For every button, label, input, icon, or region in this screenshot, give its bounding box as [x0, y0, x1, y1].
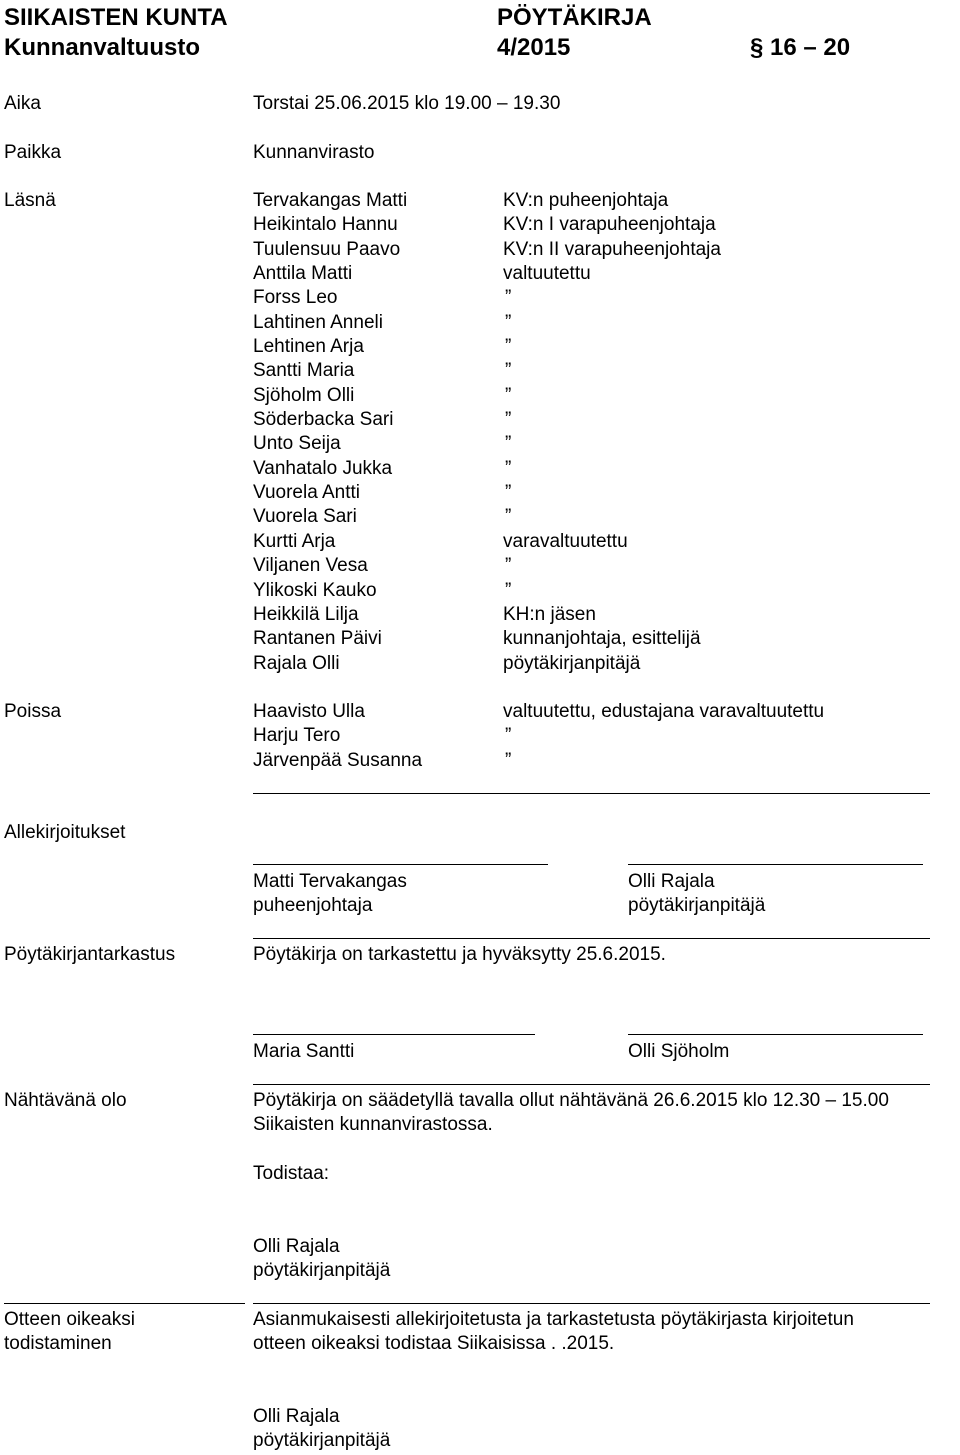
chair-title: puheenjohtaja: [253, 895, 373, 916]
present-member-name: Viljanen Vesa: [253, 555, 368, 577]
present-member-name: Forss Leo: [253, 287, 338, 309]
place-value: Kunnanvirasto: [253, 142, 375, 163]
section-divider: [253, 938, 930, 939]
review-label: Pöytäkirjantarkastus: [4, 944, 176, 965]
present-member-role: pöytäkirjanpitäjä: [503, 652, 641, 674]
display-line-1: Pöytäkirja on säädetyllä tavalla ollut nähtävänä 26.6.2015 klo 12.30 – 15.00: [253, 1090, 889, 1111]
section-divider: [253, 1084, 930, 1085]
copy-label-line-2: todistaminen: [4, 1333, 112, 1354]
present-member-role: ”: [505, 579, 512, 601]
present-member-name: Sjöholm Olli: [253, 384, 355, 406]
organization-name: SIIKAISTEN KUNTA: [4, 4, 228, 31]
present-member-role: ”: [505, 384, 512, 406]
governing-body: Kunnanvaltuusto: [4, 34, 200, 61]
present-member-role: KV:n II varapuheenjohtaja: [503, 238, 721, 260]
present-member-role: ”: [505, 482, 512, 504]
time-label: Aika: [4, 93, 41, 114]
signature-line-chair: [253, 864, 548, 865]
signature-line-reviewer-2: [628, 1034, 923, 1035]
reviewer-1-name: Maria Santti: [253, 1041, 355, 1062]
copy-text-line-2: otteen oikeaksi todistaa Siikaisissa . .2015.: [253, 1333, 615, 1354]
section-divider: [253, 793, 930, 794]
present-member-role: KV:n puheenjohtaja: [503, 190, 669, 211]
present-member-name: Ylikoski Kauko: [253, 579, 377, 601]
copy-signer-name: Olli Rajala: [253, 1406, 340, 1427]
present-member-role: ”: [505, 555, 512, 577]
present-member-name: Anttila Matti: [253, 263, 353, 285]
present-member-name: Vuorela Sari: [253, 506, 357, 528]
present-member-name: Rantanen Päivi: [253, 628, 382, 650]
signature-line-reviewer-1: [253, 1034, 535, 1035]
secretary-name: Olli Rajala: [628, 871, 715, 892]
present-member-name: Santti Maria: [253, 360, 355, 382]
present-member-role: ”: [505, 360, 512, 382]
present-member-name: Heikkilä Lilja: [253, 603, 359, 625]
time-value: Torstai 25.06.2015 klo 19.00 – 19.30: [253, 93, 561, 114]
reviewer-2-name: Olli Sjöholm: [628, 1041, 730, 1062]
absent-member-name: Harju Tero: [253, 725, 341, 747]
present-member-role: KV:n I varapuheenjohtaja: [503, 214, 716, 236]
section-divider: [253, 1303, 930, 1304]
place-label: Paikka: [4, 142, 62, 163]
review-text: Pöytäkirja on tarkastettu ja hyväksytty 25.6.2015.: [253, 944, 666, 965]
present-member-role: ”: [505, 311, 512, 333]
chair-name: Matti Tervakangas: [253, 871, 407, 892]
certify-label: Todistaa:: [253, 1163, 330, 1184]
signatures-label: Allekirjoitukset: [4, 822, 126, 843]
present-member-name: Rajala Olli: [253, 652, 340, 674]
present-member-role: ”: [505, 506, 512, 528]
signature-line-secretary: [628, 864, 923, 865]
absent-member-name: Järvenpää Susanna: [253, 749, 423, 771]
present-member-role: ”: [505, 336, 512, 358]
display-signer-name: Olli Rajala: [253, 1236, 340, 1257]
present-member-name: Söderbacka Sari: [253, 409, 394, 431]
present-member-role: kunnanjohtaja, esittelijä: [503, 628, 701, 650]
copy-signer-title: pöytäkirjanpitäjä: [253, 1430, 391, 1451]
present-member-name: Tuulensuu Paavo: [253, 238, 401, 260]
present-member-name: Kurtti Arja: [253, 530, 336, 552]
absent-label: Poissa: [4, 701, 62, 722]
present-member-role: ”: [505, 433, 512, 455]
present-member-name: Tervakangas Matti: [253, 190, 408, 211]
present-label: Läsnä: [4, 190, 56, 211]
present-names-column: [253, 189, 407, 676]
present-roles-column: [503, 189, 721, 676]
copy-text-line-1: Asianmukaisesti allekirjoitetusta ja tarkastetusta pöytäkirjasta kirjoitetun: [253, 1309, 854, 1330]
present-member-role: KH:n jäsen: [503, 603, 596, 625]
meeting-number: 4/2015: [497, 34, 571, 61]
absent-roles-column: [503, 700, 824, 773]
present-member-name: Lehtinen Arja: [253, 336, 364, 358]
present-member-role: ”: [505, 409, 512, 431]
absent-member-name: Haavisto Ulla: [253, 701, 365, 722]
absent-member-role: ”: [505, 725, 512, 747]
present-member-name: Vuorela Antti: [253, 482, 361, 504]
present-member-name: Vanhatalo Jukka: [253, 457, 393, 479]
absent-names-column: [253, 700, 422, 773]
display-signer-title: pöytäkirjanpitäjä: [253, 1260, 391, 1281]
section-range: § 16 – 20: [750, 34, 851, 61]
present-member-role: ”: [505, 457, 512, 479]
absent-member-role: valtuutettu, edustajana varavaltuutettu: [503, 701, 825, 722]
present-member-name: Unto Seija: [253, 433, 341, 455]
present-member-role: valtuutettu: [503, 263, 591, 285]
present-member-name: Heikintalo Hannu: [253, 214, 398, 236]
present-member-role: varavaltuutettu: [503, 530, 628, 552]
present-member-name: Lahtinen Anneli: [253, 311, 383, 333]
section-divider: [4, 1303, 245, 1304]
secretary-title: pöytäkirjanpitäjä: [628, 895, 766, 916]
present-member-role: ”: [505, 287, 512, 309]
display-label: Nähtävänä olo: [4, 1090, 127, 1111]
absent-member-role: ”: [505, 749, 512, 771]
copy-label-line-1: Otteen oikeaksi: [4, 1309, 135, 1330]
display-line-2: Siikaisten kunnanvirastossa.: [253, 1114, 493, 1135]
document-type: PÖYTÄKIRJA: [497, 4, 652, 31]
